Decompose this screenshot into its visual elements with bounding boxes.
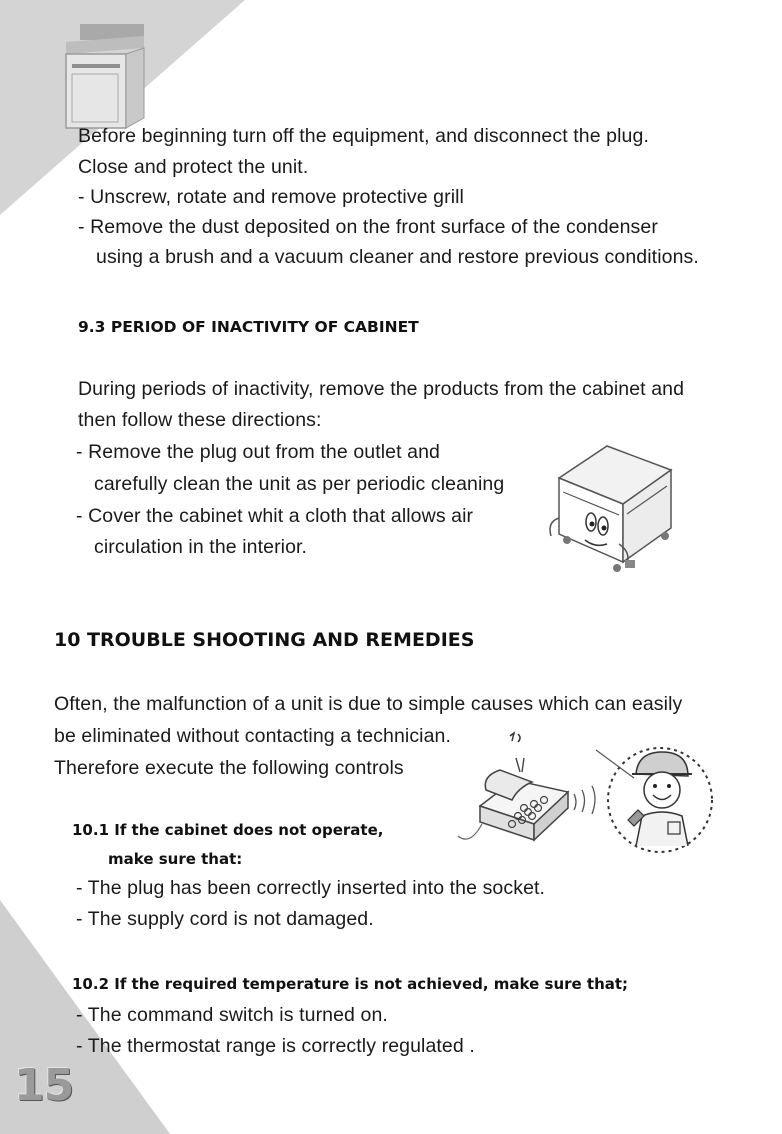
section-9-3-bullet-1b: carefully clean the unit as per periodic cleaning bbox=[94, 473, 505, 495]
section-9-3-bullet-2a: - Cover the cabinet whit a cloth that allows air bbox=[76, 505, 474, 527]
section-10-1-heading-a: 10.1 If the cabinet does not operate, bbox=[72, 821, 384, 839]
section-10-heading: 10 TROUBLE SHOOTING AND REMEDIES bbox=[54, 629, 475, 651]
section-10-line-2: be eliminated without contacting a technician. bbox=[54, 725, 452, 747]
section-10-1-bullet-2: - The supply cord is not damaged. bbox=[76, 908, 374, 930]
section-10-line-1: Often, the malfunction of a unit is due to simple causes which can easily bbox=[54, 693, 683, 715]
section-9-3-heading: 9.3 PERIOD OF INACTIVITY OF CABINET bbox=[78, 318, 419, 336]
section-9-3-line-1: During periods of inactivity, remove the products from the cabinet and bbox=[78, 378, 685, 400]
section-9-3-line-2: then follow these directions: bbox=[78, 409, 322, 431]
section-10-1-bullet-1: - The plug has been correctly inserted into the socket. bbox=[76, 877, 546, 899]
section-9-3-bullet-2b: circulation in the interior. bbox=[94, 536, 308, 558]
section-10-2-heading: 10.2 If the required temperature is not achieved, make sure that; bbox=[72, 975, 629, 993]
page-number: 15 bbox=[14, 1060, 74, 1111]
telephone-technician-icon bbox=[452, 728, 722, 856]
cartoon-cabinet-unplugging-icon bbox=[545, 440, 680, 580]
intro-line-1: Before beginning turn off the equipment, and disconnect the plug. bbox=[78, 125, 649, 147]
intro-line-2: Close and protect the unit. bbox=[78, 156, 309, 178]
section-10-2-bullet-2: - The thermostat range is correctly regulated . bbox=[76, 1035, 475, 1057]
intro-bullet-2b: using a brush and a vacuum cleaner and restore previous conditions. bbox=[96, 246, 699, 268]
intro-bullet-1: - Unscrew, rotate and remove protective grill bbox=[78, 186, 464, 208]
intro-bullet-2a: - Remove the dust deposited on the front surface of the condenser bbox=[78, 216, 658, 238]
section-10-line-3: Therefore execute the following controls bbox=[54, 757, 404, 779]
section-9-3-bullet-1a: - Remove the plug out from the outlet and bbox=[76, 441, 440, 463]
section-10-1-heading-b: make sure that: bbox=[108, 850, 243, 868]
section-10-2-bullet-1: - The command switch is turned on. bbox=[76, 1004, 388, 1026]
refrigerated-counter-icon bbox=[58, 20, 153, 130]
